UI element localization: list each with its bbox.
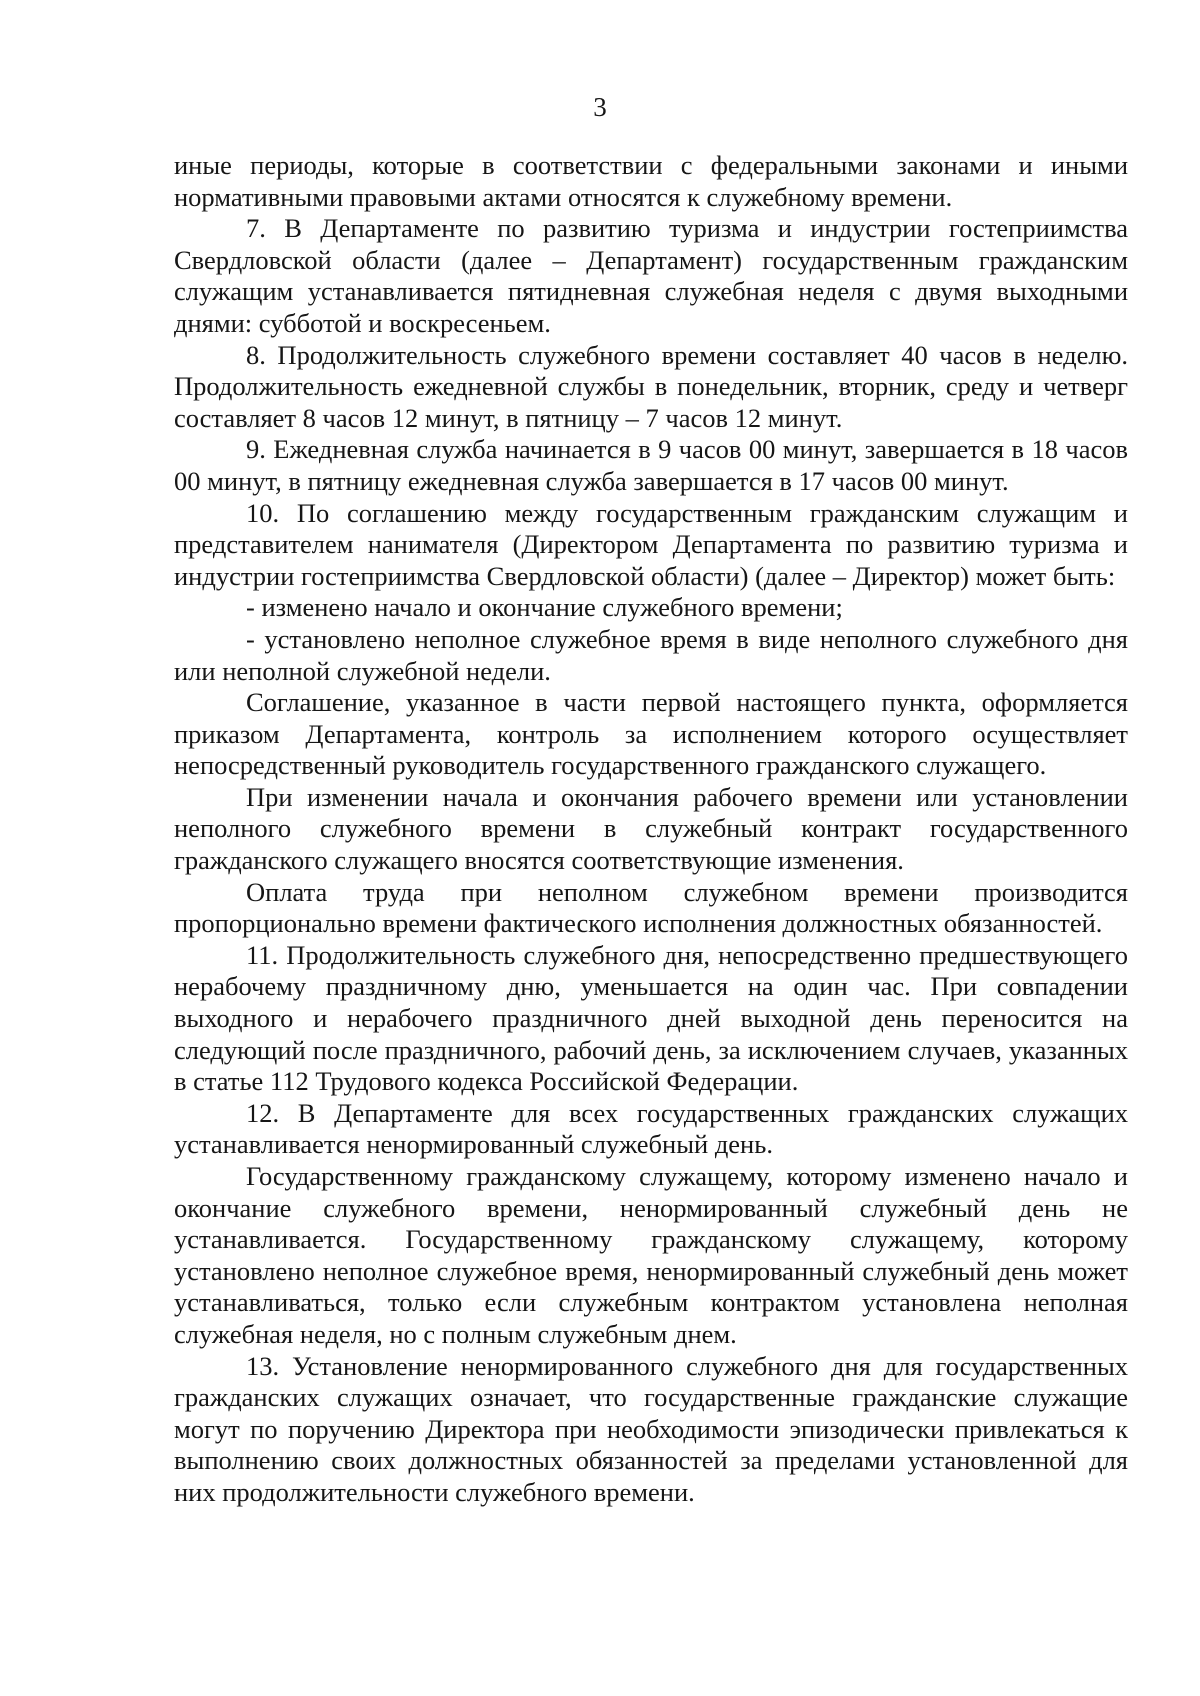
document-body xyxy=(174,150,1128,1509)
page-number: 3 xyxy=(593,92,607,122)
list-item-part-time: - установлено неполное служебное время в виде неполного служебного дня или неполной служебной недели. xyxy=(174,623,1128,686)
paragraph-irregular-day: Государственному гражданскому служащему, которому изменено начало и окончание служебного времени, ненормированный служебный день не устанавливается. Государственному гражданскому служащему, которому установлено неполное служебное время, ненормированный служебный день может устанавливаться, только если служебным контрактом установлена неполная служебная неделя, но с полным служебным днем. xyxy=(174,1161,1128,1349)
paragraph-payment: Оплата труда при неполном служебном времени производится пропорционально времени фактического исполнения должностных обязанностей. xyxy=(174,876,1128,939)
paragraph-item-10: 10. По соглашению между государственным гражданским служащим и представителем нанимателя (Директором Департамента по развитию туризма и индустрии гостеприимства Свердловской области) (далее – Директор) может быть: xyxy=(174,497,1128,591)
paragraph-agreement: Соглашение, указанное в части первой настоящего пункта, оформляется приказом Департамента, контроль за исполнением которого осуществляет непосредственный руководитель государственного гражданского служащего. xyxy=(174,687,1128,781)
paragraph-continuation: иные периоды, которые в соответствии с федеральными законами и иными нормативными правовыми актами относятся к служебному времени. xyxy=(174,150,1128,212)
paragraph-item-13: 13. Установление ненормированного служебного дня для государственных гражданских служащих означает, что государственные гражданские служащие могут по поручению Директора при необходимости эпизодически привлекаться к выполнению своих должностных обязанностей за пределами установленной для них продолжительности служебного времени. xyxy=(174,1350,1128,1507)
list-item-changed-time: - изменено начало и окончание служебного времени; xyxy=(246,592,843,623)
paragraph-item-8: 8. Продолжительность служебного времени составляет 40 часов в неделю. Продолжительность ежедневной службы в понедельник, вторник, среду и четверг составляет 8 часов 12 минут, в пятницу – 7 часов 12 минут. xyxy=(174,339,1128,433)
paragraph-item-7: 7. В Департаменте по развитию туризма и индустрии гостеприимства Свердловской области (далее – Департамент) государственным гражданским служащим устанавливается пятидневная служебная неделя с двумя выходными днями: субботой и воскресеньем. xyxy=(174,213,1128,338)
paragraph-item-9: 9. Ежедневная служба начинается в 9 часов 00 минут, завершается в 18 часов 00 минут, в пятницу ежедневная служба завершается в 17 часов 00 минут. xyxy=(174,434,1128,496)
paragraph-contract-changes: При изменении начала и окончания рабочего времени или установлении неполного служебного времени в служебный контракт государственного гражданского служащего вносятся соответствующие изменения. xyxy=(174,781,1128,876)
paragraph-item-11: 11. Продолжительность служебного дня, непосредственно предшествующего нерабочему праздничному дню, уменьшается на один час. При совпадении выходного и нерабочего праздничного дней выходной день переносится на следующий после праздничного, рабочий день, за исключением случаев, указанных в статье 112 Трудового кодекса Российской Федерации. xyxy=(174,939,1128,1097)
paragraph-item-12: 12. В Департаменте для всех государственных гражданских служащих устанавливается ненормированный служебный день. xyxy=(174,1097,1128,1160)
